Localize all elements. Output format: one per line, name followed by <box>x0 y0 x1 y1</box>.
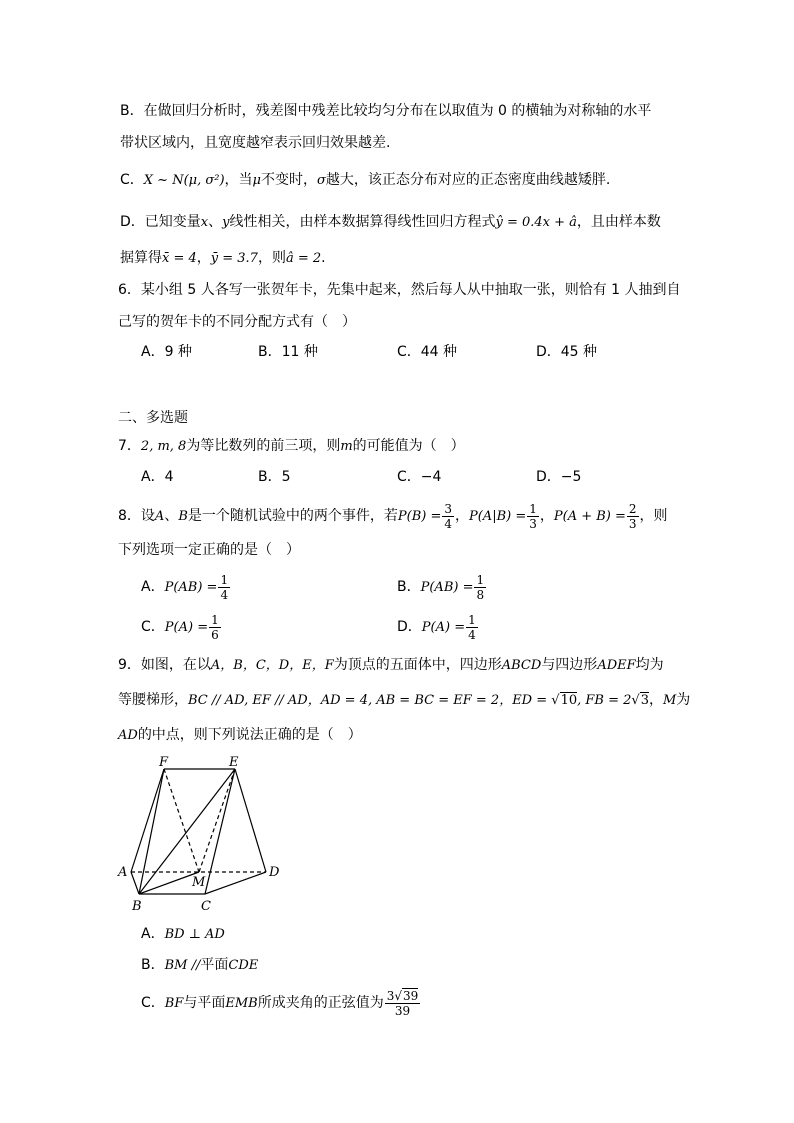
var-x: x <box>200 215 209 230</box>
q6-option-d[interactable]: D．45 种 <box>536 344 598 360</box>
var-m: m <box>340 439 353 454</box>
text: 是一个随机试验中的两个事件，若 <box>187 508 398 524</box>
text: ，则 <box>639 508 668 524</box>
q7-option-d[interactable]: D．−5 <box>536 469 582 485</box>
text: 8．设 <box>118 508 155 524</box>
label-b: B <box>132 899 142 914</box>
text: 据算得 <box>120 250 162 266</box>
vertices: A，B，C，D，E，F <box>210 658 334 673</box>
fraction: $\frac{2}{3}$ <box>628 501 637 531</box>
label-d: D <box>269 865 280 880</box>
quad-adef: ADEF <box>597 658 636 673</box>
edge-fm <box>164 769 199 872</box>
q6-option-b[interactable]: B．11 种 <box>258 344 318 360</box>
text: ， <box>196 250 211 266</box>
q6-stem-line1: 6．某小组 5 人各写一张贺年卡，先集中起来，然后每人从中抽取一张，则恰有 1 人抽到自 <box>118 282 681 298</box>
q7-number: 7． <box>118 438 141 454</box>
q9-stem-line3: AD的中点，则下列说法正确的是（ ） <box>118 727 362 743</box>
normal-distribution-formula: X ~ N(μ, σ²) <box>143 173 225 188</box>
event-b: B <box>178 509 188 524</box>
y-bar-value: ȳ = 3.7 <box>210 251 258 266</box>
section-title: 二、多选题 <box>118 410 188 426</box>
q9-stem-line2: 等腰梯形，BC // AD, EF // AD，AD = 4, AB = BC = EF = 2，ED = √10, FB = 2√3，M为 <box>118 692 691 708</box>
q6-option-a[interactable]: A．9 种 <box>141 344 192 360</box>
q8-option-b[interactable]: B．P(AB) = $\frac{1}{8}$ <box>397 572 485 602</box>
q9-option-b[interactable]: B．BM //平面CDE <box>141 957 259 973</box>
q5-option-d-line2 <box>120 248 326 269</box>
q8-option-c[interactable]: C．P(A) = $\frac{1}{6}$ <box>141 612 219 642</box>
q5-option-c-label: C． <box>120 172 144 188</box>
q7-stem <box>118 436 465 457</box>
q7-sequence: 2, m, 8 <box>140 439 187 454</box>
q7-option-c[interactable]: C．−4 <box>397 469 442 485</box>
x-bar-value: x̄ = 4 <box>162 251 197 266</box>
text: 、 <box>208 214 223 230</box>
text: D．已知变量 <box>120 214 201 230</box>
edge-em <box>199 769 235 872</box>
text: 越大，该正态分布对应的正态密度曲线越矮胖. <box>325 172 611 188</box>
edge-ed <box>235 769 266 872</box>
edge-cd <box>205 872 266 894</box>
q5-option-b-line2: 带状区域内，且宽度越窄表示回归效果越差. <box>120 135 391 151</box>
edge-fa <box>131 769 164 872</box>
prob-a-plus-b: P(A + B) = <box>553 509 626 524</box>
midpoint-m: M <box>662 693 677 708</box>
mu-symbol: μ <box>252 173 261 188</box>
edge-fb <box>139 769 164 894</box>
parallel-conditions: BC // AD, EF // AD <box>188 693 308 708</box>
q7-option-b[interactable]: B．5 <box>258 469 291 485</box>
text: 不变时， <box>260 172 317 188</box>
label-a: A <box>118 865 128 880</box>
text: ，当 <box>224 172 253 188</box>
label-f: F <box>159 755 169 770</box>
label-c: C <box>201 899 211 914</box>
a-hat-value: â = 2 <box>285 251 322 266</box>
q9-stem-line1: 9．如图，在以A，B，C，D，E，F为顶点的五面体中，四边形ABCD与四边形ADEF均为 <box>118 657 664 673</box>
pentahedron-figure <box>115 752 290 914</box>
text: ，且由样本数 <box>576 214 661 230</box>
fraction: $\frac{1}{3}$ <box>529 501 537 531</box>
q6-stem-line2: 己写的贺年卡的不同分配方式有（ ） <box>118 314 356 330</box>
text: 的可能值为（ ） <box>352 438 465 454</box>
q8-option-d[interactable]: D．P(A) = $\frac{1}{4}$ <box>397 612 476 642</box>
q6-option-c[interactable]: C．44 种 <box>397 344 458 360</box>
text: ， <box>454 508 469 524</box>
text: . <box>321 250 326 266</box>
q5-option-d-line1 <box>120 212 661 233</box>
q7-option-a[interactable]: A．4 <box>141 469 174 485</box>
sigma-symbol: σ <box>316 173 326 188</box>
length-conditions: ，AD = 4, AB = BC = EF = 2 <box>307 693 500 708</box>
q8-option-a[interactable]: A．P(AB) = $\frac{1}{4}$ <box>141 572 229 602</box>
label-m: M <box>192 875 206 890</box>
fraction: $\frac{3}{4}$ <box>444 501 452 531</box>
sine-value-fraction: $\frac{3√39}{39}$ <box>386 988 419 1018</box>
event-a: A <box>154 509 165 524</box>
prob-a-given-b: P(A|B) = <box>468 509 527 524</box>
text: ， <box>539 508 554 524</box>
q5-option-c <box>120 170 610 191</box>
q5-option-b-line1: B．在做回归分析时，残差图中残差比较均匀分布在以取值为 0 的横轴为对称轴的水平 <box>120 103 652 119</box>
text: ，则 <box>257 250 286 266</box>
text: 线性相关，由样本数据算得线性回归方程式 <box>229 214 496 230</box>
edge-ab <box>131 872 139 894</box>
var-y: y <box>222 215 230 230</box>
q9-option-c[interactable]: C．BF与平面EMB所成夹角的正弦值为 $\frac{3√39}{39}$ <box>141 988 419 1018</box>
label-e: E <box>229 755 239 770</box>
quad-abcd: ABCD <box>501 658 542 673</box>
q8-stem-line1 <box>118 500 668 533</box>
regression-equation: ŷ = 0.4x + â <box>495 215 577 230</box>
prob-b: P(B) = <box>397 509 442 524</box>
q9-option-a[interactable]: A．BD ⊥ AD <box>141 926 225 942</box>
text: 、 <box>164 508 179 524</box>
q8-stem-line2: 下列选项一定正确的是（ ） <box>118 542 300 558</box>
text: 为等比数列的前三项，则 <box>186 438 341 454</box>
